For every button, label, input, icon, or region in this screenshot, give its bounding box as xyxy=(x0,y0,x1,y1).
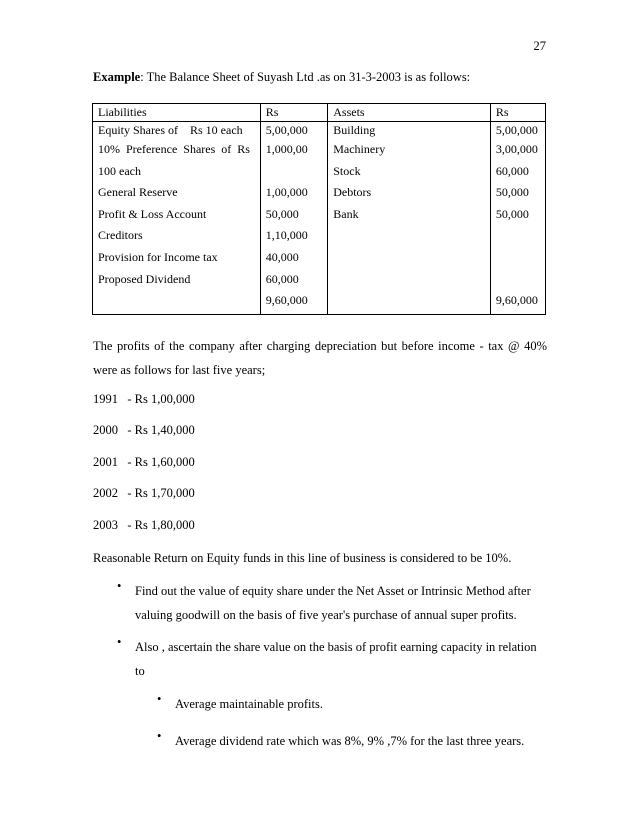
asset-amount-cell: 60,000 xyxy=(490,163,545,185)
liability-amount-cell: 1,000,00 xyxy=(260,141,328,163)
asset-cell xyxy=(328,249,491,271)
profit-year-item: 2001 - Rs 1,60,000 xyxy=(93,455,195,469)
liability-amount-cell xyxy=(260,163,328,185)
table-row xyxy=(93,271,546,293)
liability-amount-cell: 60,000 xyxy=(260,271,328,293)
asset-amount-cell: 3,00,000 xyxy=(490,141,545,163)
table-total-row xyxy=(93,292,546,314)
table-row xyxy=(93,141,546,163)
sub-bullet-item xyxy=(157,729,547,753)
liability-amount-cell: 1,00,000 xyxy=(260,184,328,206)
profit-year-item: 2002 - Rs 1,70,000 xyxy=(93,486,195,500)
bullet-line: Also , ascertain the share value on the basis of profit earning capacity in relation xyxy=(135,640,537,654)
balance-sheet-table xyxy=(92,103,546,315)
liability-amount-cell: 50,000 xyxy=(260,206,328,228)
sub-bullet-text: Average maintainable profits. xyxy=(175,697,323,711)
header-rs-assets: Rs xyxy=(490,104,545,122)
return-statement: Reasonable Return on Equity funds in this line of business is considered to be 10%. xyxy=(93,551,512,565)
sub-bullet-text: Average dividend rate which was 8%, 9% ,7% for the last three years. xyxy=(175,734,525,748)
liability-cell: Proposed Dividend xyxy=(93,271,261,293)
asset-amount-cell: 50,000 xyxy=(490,184,545,206)
table-header-row xyxy=(93,104,546,122)
bullet-symbol: • xyxy=(117,579,122,593)
bullet-symbol: • xyxy=(157,729,162,743)
profit-year-item: 2000 - Rs 1,40,000 xyxy=(93,423,195,437)
bullet-line: valuing goodwill on the basis of five year's purchase of annual super profits. xyxy=(135,608,517,622)
table-row xyxy=(93,184,546,206)
example-intro xyxy=(93,70,470,85)
table-row xyxy=(93,122,546,142)
table-row xyxy=(93,249,546,271)
bullet-symbol: • xyxy=(117,635,122,649)
header-assets: Assets xyxy=(328,104,491,122)
liability-cell: Provision for Income tax xyxy=(93,249,261,271)
page-number: 27 xyxy=(533,39,546,53)
table-row xyxy=(93,206,546,228)
bullet-text xyxy=(135,635,537,683)
asset-cell: Debtors xyxy=(328,184,491,206)
liability-amount-cell: 40,000 xyxy=(260,249,328,271)
asset-cell: Bank xyxy=(328,206,491,228)
liability-total-cell: 9,60,000 xyxy=(260,292,328,314)
asset-cell: Machinery xyxy=(328,141,491,163)
asset-cell: Stock xyxy=(328,163,491,185)
asset-cell xyxy=(328,227,491,249)
bullet-text xyxy=(135,579,531,627)
example-label: Example xyxy=(93,70,141,84)
bullet-item xyxy=(117,579,547,627)
bullet-item xyxy=(117,635,547,683)
profits-paragraph-line-2: were as follows for last five years; xyxy=(93,363,266,377)
asset-amount-cell xyxy=(490,227,545,249)
asset-amount-cell: 50,000 xyxy=(490,206,545,228)
table-row xyxy=(93,227,546,249)
header-rs-liabilities: Rs xyxy=(260,104,328,122)
liability-cell: Creditors xyxy=(93,227,261,249)
bullet-line: to xyxy=(135,664,145,678)
asset-cell xyxy=(328,292,491,314)
asset-cell: Building xyxy=(328,122,491,142)
asset-amount-cell: 5,00,000 xyxy=(490,122,545,142)
bullet-symbol: • xyxy=(157,692,162,706)
profit-year-item: 2003 - Rs 1,80,000 xyxy=(93,518,195,532)
asset-amount-cell xyxy=(490,249,545,271)
liability-cell xyxy=(93,292,261,314)
bullet-line: Find out the value of equity share under the Net Asset or Intrinsic Method after xyxy=(135,584,531,598)
liability-amount-cell: 1,10,000 xyxy=(260,227,328,249)
liability-cell: Equity Shares of Rs 10 each xyxy=(93,122,261,142)
header-liabilities: Liabilities xyxy=(93,104,261,122)
asset-amount-cell xyxy=(490,271,545,293)
profit-year-item: 1991 - Rs 1,00,000 xyxy=(93,392,195,406)
asset-total-cell: 9,60,000 xyxy=(490,292,545,314)
liability-cell: Profit & Loss Account xyxy=(93,206,261,228)
asset-cell xyxy=(328,271,491,293)
profits-paragraph-line-1: The profits of the company after charging depreciation but before income - tax @ 40% xyxy=(93,339,547,353)
liability-cell: General Reserve xyxy=(93,184,261,206)
liability-amount-cell: 5,00,000 xyxy=(260,122,328,142)
example-text: : The Balance Sheet of Suyash Ltd .as on 31-3-2003 is as follows: xyxy=(140,70,471,84)
sub-bullet-item xyxy=(157,692,547,716)
liability-cell: 10% Preference Shares of Rs xyxy=(93,141,261,163)
table-row xyxy=(93,163,546,185)
liability-cell: 100 each xyxy=(93,163,261,185)
